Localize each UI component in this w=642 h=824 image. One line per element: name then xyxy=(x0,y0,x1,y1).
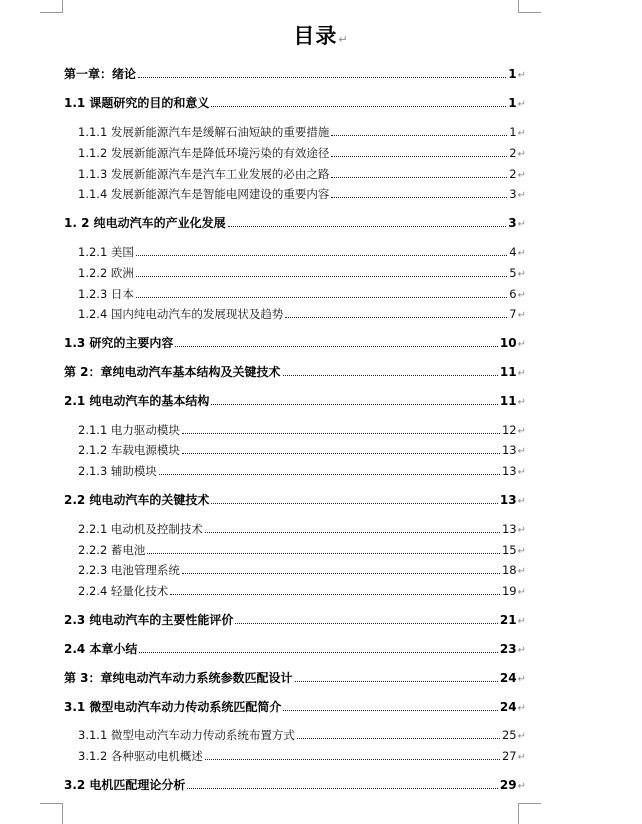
dot-leader xyxy=(331,177,507,178)
toc-entry[interactable] xyxy=(64,215,526,231)
paragraph-mark-icon: ↵ xyxy=(517,368,526,379)
paragraph-mark-icon: ↵ xyxy=(517,426,526,437)
toc-entry-page-number: 1 xyxy=(508,67,517,81)
dot-leader xyxy=(211,503,497,504)
toc-entry-page-number: 24 xyxy=(499,671,517,685)
dot-leader xyxy=(285,317,507,318)
toc-entry[interactable] xyxy=(78,422,526,438)
toc-entry[interactable] xyxy=(64,699,526,715)
toc-entry-title: 2.1 纯电动汽车的基本结构 xyxy=(64,394,210,408)
paragraph-mark-icon: ↵ xyxy=(517,219,526,230)
paragraph-mark-icon: ↵ xyxy=(517,546,526,557)
toc-entry[interactable] xyxy=(64,777,526,793)
paragraph-mark-icon: ↵ xyxy=(517,190,526,201)
dot-leader xyxy=(159,474,500,475)
toc-entry-title: 2.2.1 电动机及控制技术 xyxy=(78,522,203,536)
toc-entry-page-number: 29 xyxy=(499,778,517,792)
toc-entry-page-number: 13 xyxy=(501,443,517,457)
toc-entry-page-number: 15 xyxy=(501,543,517,557)
toc-entry-title: 1.1.1 发展新能源汽车是缓解石油短缺的重要措施 xyxy=(78,125,330,139)
dot-leader xyxy=(283,375,498,376)
toc-entry[interactable] xyxy=(64,335,526,351)
toc-entry[interactable] xyxy=(78,244,526,260)
toc-entry-title: 2.1.1 电力驱动模块 xyxy=(78,423,180,437)
dot-leader xyxy=(205,759,500,760)
paragraph-mark-icon: ↵ xyxy=(517,525,526,536)
dot-leader xyxy=(187,788,497,789)
toc-entry-title: 2.4 本章小结 xyxy=(64,642,138,656)
toc-entry[interactable] xyxy=(64,492,526,508)
toc-entry-title: 1.2.4 国内纯电动汽车的发展现状及趋势 xyxy=(78,307,284,321)
crop-mark-top-left xyxy=(40,0,63,13)
toc-entry-page-number: 23 xyxy=(499,642,517,656)
toc-entry[interactable] xyxy=(78,145,526,161)
paragraph-mark-icon: ↵ xyxy=(517,128,526,139)
paragraph-mark-icon: ↵ xyxy=(517,566,526,577)
toc-entry-title: 2.2 纯电动汽车的关键技术 xyxy=(64,493,210,507)
dot-leader xyxy=(205,532,500,533)
toc-entry-title: 2.2.3 电池管理系统 xyxy=(78,563,180,577)
toc-entry-page-number: 11 xyxy=(499,394,517,408)
dot-leader xyxy=(175,346,497,347)
dot-leader xyxy=(182,433,500,434)
dot-leader xyxy=(182,573,500,574)
toc-entry-page-number: 2 xyxy=(509,146,517,160)
paragraph-mark-icon: ↵ xyxy=(517,674,526,685)
dot-leader xyxy=(182,453,500,454)
dot-leader xyxy=(211,404,497,405)
toc-entry-page-number: 25 xyxy=(501,728,517,742)
toc-entry-title: 3.1.2 各种驱动电机概述 xyxy=(78,749,203,763)
toc-entry-title: 1.1.4 发展新能源汽车是智能电网建设的重要内容 xyxy=(78,187,330,201)
toc-entry[interactable] xyxy=(64,95,526,111)
toc-entry-title: 1.2.1 美国 xyxy=(78,245,134,259)
toc-entry-page-number: 13 xyxy=(501,464,517,478)
dot-leader xyxy=(147,553,500,554)
paragraph-mark-icon: ↵ xyxy=(517,703,526,714)
toc-entry-page-number: 1 xyxy=(509,125,517,139)
paragraph-mark-icon: ↵ xyxy=(517,170,526,181)
toc-entry[interactable] xyxy=(78,748,526,764)
crop-mark-top-right xyxy=(518,0,541,13)
toc-entry[interactable] xyxy=(78,186,526,202)
toc-entry-title: 2.2.2 蓄电池 xyxy=(78,543,146,557)
toc-entry-page-number: 2 xyxy=(509,167,517,181)
paragraph-mark-icon: ↵ xyxy=(517,248,526,259)
toc-entry[interactable] xyxy=(78,166,526,182)
paragraph-mark-icon: ↵ xyxy=(517,731,526,742)
toc-entry-page-number: 27 xyxy=(501,749,517,763)
toc-entry[interactable] xyxy=(78,521,526,537)
crop-mark-bottom-left xyxy=(40,803,63,824)
crop-mark-bottom-right xyxy=(518,803,541,824)
toc-entry-title: 1. 2 纯电动汽车的产业化发展 xyxy=(64,216,226,230)
toc-entry-page-number: 7 xyxy=(509,307,517,321)
paragraph-mark-icon: ↵ xyxy=(517,446,526,457)
dot-leader xyxy=(331,197,507,198)
toc-entry-title: 2.1.3 辅助模块 xyxy=(78,464,157,478)
dot-leader xyxy=(297,738,500,739)
toc-entry[interactable] xyxy=(78,306,526,322)
dot-leader xyxy=(331,156,507,157)
toc-entry-page-number: 1 xyxy=(508,96,517,110)
toc-entry-page-number: 3 xyxy=(509,187,517,201)
paragraph-mark-icon: ↵ xyxy=(517,781,526,792)
dot-leader xyxy=(139,652,497,653)
toc-entry[interactable] xyxy=(64,612,526,628)
toc-title xyxy=(0,20,642,50)
toc-entry[interactable] xyxy=(78,124,526,140)
toc-entry-title: 第 2：章纯电动汽车基本结构及关键技术 xyxy=(64,365,281,379)
toc-entry-title: 1.3 研究的主要内容 xyxy=(64,336,174,350)
toc-entry-page-number: 19 xyxy=(501,584,517,598)
toc-entry[interactable] xyxy=(78,542,526,558)
toc-entry-title: 1.1 课题研究的目的和意义 xyxy=(64,96,210,110)
toc-entry[interactable] xyxy=(64,393,526,409)
toc-entry-title: 1.1.2 发展新能源汽车是降低环境污染的有效途径 xyxy=(78,146,330,160)
toc-entry-page-number: 11 xyxy=(499,365,517,379)
toc-entry-page-number: 18 xyxy=(501,563,517,577)
toc-entry-page-number: 3 xyxy=(508,216,517,230)
toc-entry[interactable] xyxy=(78,286,526,302)
toc-entry-title: 第 3：章纯电动汽车动力系统参数匹配设计 xyxy=(64,671,293,685)
paragraph-mark-icon: ↵ xyxy=(517,269,526,280)
paragraph-mark-icon: ↵ xyxy=(517,587,526,598)
toc-entry-page-number: 6 xyxy=(509,287,517,301)
dot-leader xyxy=(136,276,507,277)
paragraph-mark-icon: ↵ xyxy=(338,33,349,46)
toc-entry[interactable] xyxy=(64,66,526,82)
toc-entry-page-number: 13 xyxy=(501,522,517,536)
toc-entry-page-number: 10 xyxy=(499,336,517,350)
toc-title-text: 目录 xyxy=(293,24,338,48)
dot-leader xyxy=(136,255,507,256)
paragraph-mark-icon: ↵ xyxy=(517,310,526,321)
paragraph-mark-icon: ↵ xyxy=(517,645,526,656)
toc-entry[interactable] xyxy=(78,265,526,281)
dot-leader xyxy=(136,297,507,298)
dot-leader xyxy=(211,106,506,107)
toc-entry-title: 2.3 纯电动汽车的主要性能评价 xyxy=(64,613,234,627)
toc-entry-page-number: 13 xyxy=(499,493,517,507)
toc-entry-title: 3.1.1 微型电动汽车动力传动系统布置方式 xyxy=(78,728,295,742)
toc-entry[interactable] xyxy=(64,364,526,380)
dot-leader xyxy=(170,594,500,595)
paragraph-mark-icon: ↵ xyxy=(517,149,526,160)
paragraph-mark-icon: ↵ xyxy=(517,99,526,110)
toc-entry-title: 1.2.2 欧洲 xyxy=(78,266,134,280)
toc-entry[interactable] xyxy=(78,442,526,458)
toc-entry-page-number: 12 xyxy=(501,423,517,437)
paragraph-mark-icon: ↵ xyxy=(517,496,526,507)
toc-entry-title: 3.1 微型电动汽车动力传动系统匹配简介 xyxy=(64,700,282,714)
toc-entry[interactable] xyxy=(78,562,526,578)
toc-entry-page-number: 24 xyxy=(499,700,517,714)
toc-entry-page-number: 5 xyxy=(509,266,517,280)
dot-leader xyxy=(331,135,507,136)
dot-leader xyxy=(295,681,498,682)
toc-entry[interactable] xyxy=(78,463,526,479)
dot-leader xyxy=(235,623,497,624)
toc-entry-page-number: 21 xyxy=(499,613,517,627)
paragraph-mark-icon: ↵ xyxy=(517,339,526,350)
paragraph-mark-icon: ↵ xyxy=(517,752,526,763)
dot-leader xyxy=(228,226,507,227)
toc-entry[interactable] xyxy=(64,670,526,686)
paragraph-mark-icon: ↵ xyxy=(517,397,526,408)
toc-entry[interactable] xyxy=(78,727,526,743)
paragraph-mark-icon: ↵ xyxy=(517,70,526,81)
paragraph-mark-icon: ↵ xyxy=(517,290,526,301)
toc-entry[interactable] xyxy=(78,583,526,599)
toc-entry-title: 第一章：绪论 xyxy=(64,67,137,81)
toc-entry-title: 2.1.2 车载电源模块 xyxy=(78,443,180,457)
paragraph-mark-icon: ↵ xyxy=(517,467,526,478)
dot-leader xyxy=(138,77,506,78)
toc-entry[interactable] xyxy=(64,641,526,657)
toc-entry-page-number: 4 xyxy=(509,245,517,259)
toc-entry-title: 2.2.4 轻量化技术 xyxy=(78,584,169,598)
toc-entry-title: 1.1.3 发展新能源汽车是汽车工业发展的必由之路 xyxy=(78,167,330,181)
toc-entry-title: 1.2.3 日本 xyxy=(78,287,134,301)
toc-entry-title: 3.2 电机匹配理论分析 xyxy=(64,778,186,792)
dot-leader xyxy=(283,710,497,711)
paragraph-mark-icon: ↵ xyxy=(517,616,526,627)
